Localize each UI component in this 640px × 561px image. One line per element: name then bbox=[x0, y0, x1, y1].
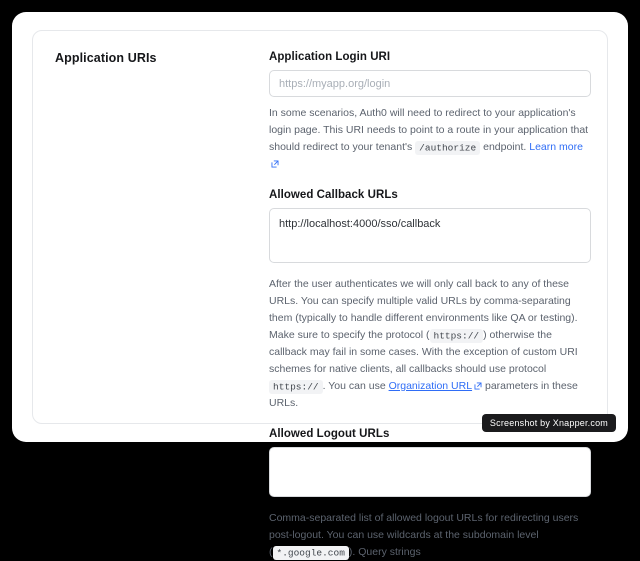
application-login-uri-label: Application Login URI bbox=[269, 51, 391, 63]
logout-help-text-2: ). Query strings bbox=[348, 546, 421, 558]
watermark-badge: Screenshot by Xnapper.com bbox=[482, 414, 616, 432]
login-uri-learn-more-link[interactable] bbox=[529, 141, 583, 153]
callback-code-https-2: https:// bbox=[269, 380, 323, 394]
login-uri-help-text-1: In some scenarios, Auth0 will need to redirect to your application's login page. This URI needs to point to a route in your application that should redirect to your tenant's bbox=[269, 107, 589, 153]
application-uris-panel bbox=[32, 30, 608, 558]
field-allowed-callback-urls bbox=[269, 189, 591, 412]
callback-help-text-3: . You can use bbox=[322, 380, 389, 392]
field-application-login-uri bbox=[269, 51, 591, 173]
allowed-callback-urls-textarea[interactable] bbox=[269, 208, 591, 263]
login-uri-help-text-2: endpoint. bbox=[480, 141, 530, 153]
login-uri-learn-more-label: Learn more bbox=[529, 141, 583, 153]
callback-help-text-4: parameters in these URLs. bbox=[269, 380, 578, 409]
allowed-callback-urls-help bbox=[269, 276, 591, 412]
panel-left-column bbox=[33, 31, 269, 423]
callback-help-text-2: ) otherwise the callback may fail in some cases. With the exception of custom URI schemes for native clients, all callbacks should use protocol bbox=[269, 329, 578, 375]
logout-code-wildcard: *.google.com bbox=[273, 546, 349, 560]
callback-help-text-1: After the user authenticates we will only call back to any of these URLs. You can specify multiple valid URLs by comma-separating them (typically to handle different environments like QA or testing). Make sure to specify the protocol ( bbox=[269, 278, 578, 341]
section-title: Application URIs bbox=[55, 51, 157, 65]
application-login-uri-help bbox=[269, 105, 591, 173]
app-card bbox=[12, 12, 628, 558]
organization-url-link[interactable] bbox=[389, 380, 472, 392]
application-login-uri-input[interactable] bbox=[269, 70, 591, 97]
organization-url-label: Organization URL bbox=[388, 380, 473, 392]
allowed-logout-urls-textarea[interactable] bbox=[269, 447, 591, 497]
allowed-logout-urls-label: Allowed Logout URLs bbox=[269, 428, 390, 440]
allowed-callback-urls-label: Allowed Callback URLs bbox=[269, 189, 398, 201]
allowed-logout-urls-help bbox=[269, 510, 591, 561]
external-link-icon bbox=[474, 382, 482, 390]
callback-code-https-1: https:// bbox=[430, 329, 484, 343]
external-link-icon bbox=[271, 160, 279, 168]
field-allowed-logout-urls bbox=[269, 428, 591, 561]
logout-help-text-1: Comma-separated list of allowed logout URLs for redirecting users post-logout. You can use wildcards at the subdomain level ( bbox=[269, 512, 579, 558]
login-uri-code-authorize: /authorize bbox=[415, 141, 480, 155]
